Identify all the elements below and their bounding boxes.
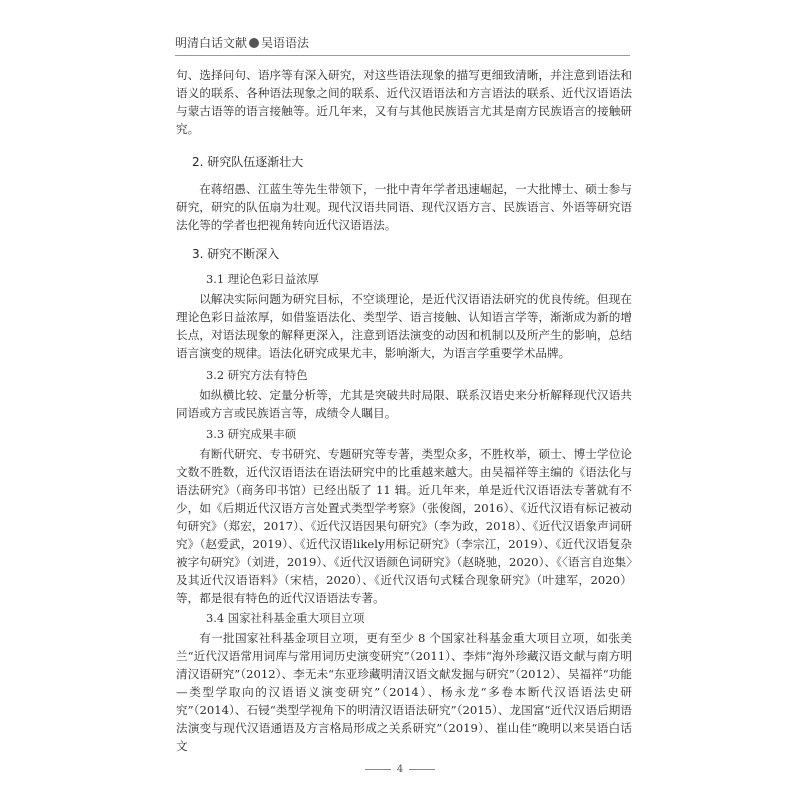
paragraph-continued xyxy=(176,66,632,138)
subsection-3-3-heading: 3.3 研究成果丰硕 xyxy=(206,427,297,441)
subsection-3-2-body xyxy=(176,386,632,422)
header-title-part2: 吴语语法 xyxy=(261,36,310,50)
header-rule xyxy=(175,55,630,56)
page-number xyxy=(0,764,800,775)
paragraph-text: 以解决实际问题为研究目标，不空谈理论，是近代汉语语法研究的优良传统。但现在理论色彩日益浓厚，如借鉴语法化、类型学、语言接触、认知语言学等，渐渐成为新的增长点，对语法现象的解释更深入，注意到语法演变的动因和机制以及所产生的影响，总结语言演变的规律。语法化研究成果尤丰，影响渐大，为语言学重要学术品牌。 xyxy=(176,292,632,360)
paragraph-text: 有一批国家社科基金项目立项，更有至少 8 个国家社科基金重大项目立项，如张美兰“近代汉语常用词库与常用词历史演变研究”（2011）、李炜“海外珍藏汉语文献与南方明清汉语研究”（2012）、李无未“东亚珍藏明清汉语文献发掘与研究”（2012）、吴福祥“功能—类型学取向的汉语语义演变研究”（2014）、杨永龙“多卷本断代汉语语法史研究”（2014）、石锓“类型学视角下的明清汉语语法研究”（2015）、龙国富“近代汉语后期语法演变与现代汉语通语及方言格局形成之关系研究”（2019）、崔山佳“晚明以来吴语白话文 xyxy=(176,631,632,753)
section-2-body xyxy=(176,180,632,234)
section-3-heading: 3. 研究不断深入 xyxy=(192,247,280,261)
running-header xyxy=(175,34,309,51)
subsection-3-1-body xyxy=(176,290,632,362)
paragraph-text: 句、选择问句、语序等有深入研究，对这些语法现象的描写更细致清晰，并注意到语法和语义的联系、各种语法现象之间的联系、近代汉语语法和方言语法的联系、近代汉语语法与蒙古语等的语言接触等。近几年来，又有与其他民族语言尤其是南方民族语言的接触研究。 xyxy=(176,68,632,136)
paragraph-text: 在蒋绍愚、江蓝生等先生带领下，一批中青年学者迅速崛起，一大批博士、硕士参与研究，研究的队伍扇为壮观。现代汉语共同语、现代汉语方言、民族语言、外语等研究语法化等的学者也把视角转向近代汉语语法。 xyxy=(176,182,632,232)
subsection-3-4-heading: 3.4 国家社科基金重大项目立项 xyxy=(206,611,365,625)
subsection-3-4-body xyxy=(176,629,632,755)
subsection-3-1-heading: 3.1 理论色彩日益浓厚 xyxy=(206,272,319,286)
header-title-part1: 明清白话文献 xyxy=(175,36,248,50)
page-number-text: 4 xyxy=(396,764,404,775)
paragraph-text: 如纵横比较、定量分析等，尤其是突破共时局限、联系汉语史来分析解释现代汉语共同语或方言或民族语言等，成绩令人瞩目。 xyxy=(176,388,632,420)
subsection-3-2-heading: 3.2 研究方法有特色 xyxy=(206,368,308,382)
subsection-3-3-body xyxy=(176,445,632,607)
page-number-dash-right xyxy=(409,769,435,770)
header-separator-icon xyxy=(249,38,259,48)
section-2-heading: 2. 研究队伍逐渐壮大 xyxy=(192,155,304,169)
page-number-dash-left xyxy=(365,769,391,770)
paragraph-text: 有断代研究、专书研究、专题研究等专著，类型众多，不胜枚举，硕士、博士学位论文数不胜数，近代汉语语法在语法研究中的比重越来越大。由吴福祥等主编的《语法化与语法研究》（商务印书馆）已经出版了 11 辑。近几年来，单是近代汉语语法专著就有不少，如《后期近代汉语方言处置式类型学考察》（张俊阁，2016）、《近代汉语有标记被动句研究》（郑宏，2017）、《近代汉语因果句研究》（李为政，2018）、《近代汉语象声词研究》（赵爱武，2019）、《近代汉语likely用标记研究》（李宗江，2019）、《近代汉语复杂被字句研究》（刘进，2019）、《近代汉语颜色词研究》（赵晓驰，2020）、《〈语言自迩集〉及其近代汉语语料》（宋桔，2020）、《近代汉语句式糅合现象研究》（叶建军，2020）等，都是很有特色的近代汉语语法专著。 xyxy=(176,447,632,605)
